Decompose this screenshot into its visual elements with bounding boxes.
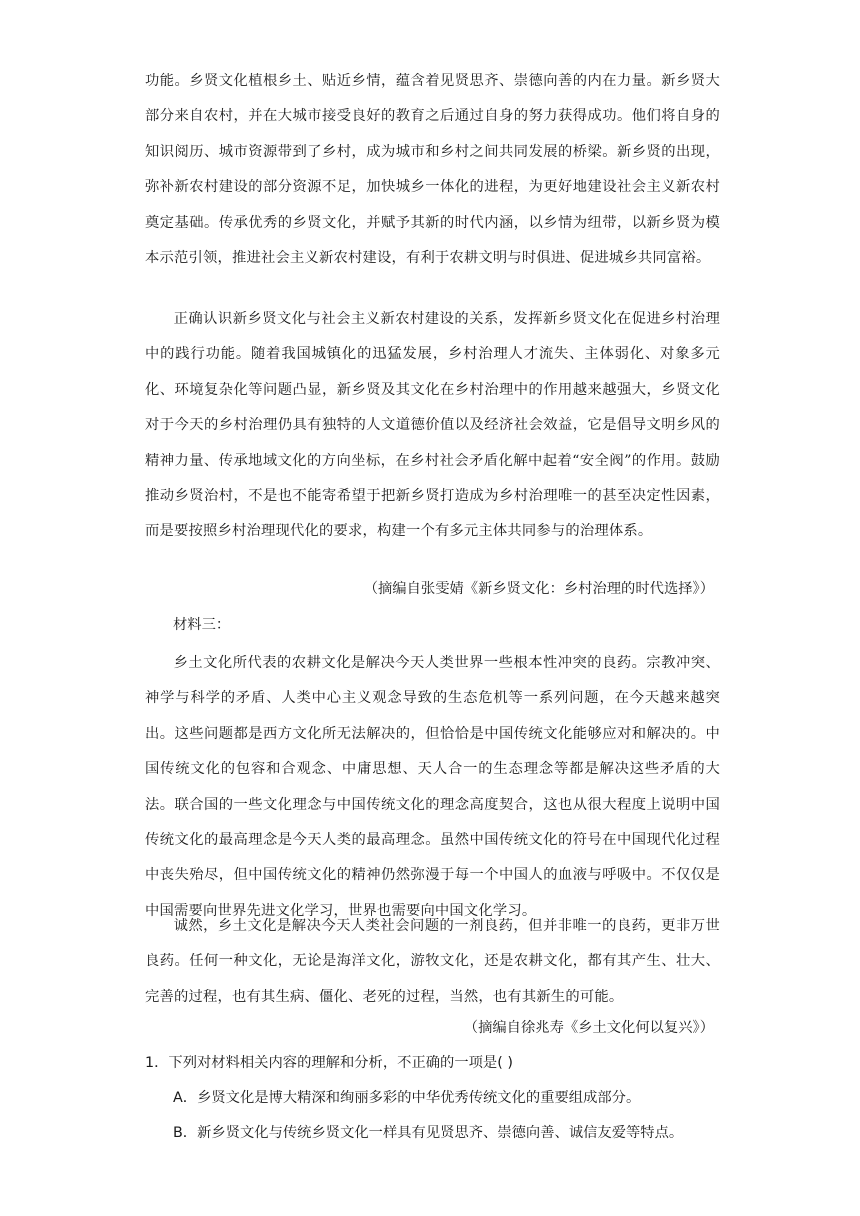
material-three-label: 材料三：	[173, 617, 231, 633]
source-citation-xu: （摘编自徐兆寿《乡土文化何以复兴》）	[463, 1020, 714, 1036]
paragraph-farming-culture: 乡土文化所代表的农耕文化是解决今天人类世界一些根本性冲突的良药。宗教冲突、神学与科学的矛盾、人类中心主义观念导致的生态危机等一系列问题，在今天越来越突出。这些问题都是西方文化所无法解决的，但恰恰是中国传统文化能够应对和解决的。中国传统文化的包容和合观念、中庸思想、天人合一的生态理念等都是解决这些矛盾的大法。联合国的一些文化理念与中国传统文化的理念高度契合，这也从很大程度上说明中国传统文化的最高理念是今天人类的最高理念。虽然中国传统文化的符号在中国现代化过程中丧失殆尽，但中国传统文化的精神仍然弥漫于每一个中国人的血液与呼吸中。不仅仅是中国需要向世界先进文化学习，世界也需要向中国文化学习。	[145, 655, 720, 919]
paragraph-not-only-remedy: 诚然，乡土文化是解决今天人类社会问题的一剂良药，但并非唯一的良药，更非万世良药。任何一种文化，无论是海洋文化，游牧文化，还是农耕文化，都有其产生、壮大、完善的过程，也有其生病、僵化、老死的过程，当然，也有其新生的可能。	[145, 918, 720, 1005]
paragraph-xiangxian-function: 功能。乡贤文化植根乡土、贴近乡情，蕴含着见贤思齐、崇德向善的内在力量。新乡贤大部分来自农村，并在大城市接受良好的教育之后通过自身的努力获得成功。他们将自身的知识阅历、城市资源带到了乡村，成为城市和乡村之间共同发展的桥梁。新乡贤的出现，弥补新农村建设的部分资源不足，加快城乡一体化的进程，为更好地建设社会主义新农村奠定基础。传承优秀的乡贤文化，并赋予其新的时代内涵，以乡情为纽带，以新乡贤为模本示范引领，推进社会主义新农村建设，有利于农耕文明与时俱进、促进城乡共同富裕。	[145, 73, 720, 267]
option-a: A．乡贤文化是博大精深和绚丽多彩的中华优秀传统文化的重要组成部分。	[173, 1090, 641, 1106]
source-citation-zhang: （摘编自张雯婧《新乡贤文化：乡村治理的时代选择》）	[363, 581, 714, 597]
paragraph-governance: 正确认识新乡贤文化与社会主义新农村建设的关系，发挥新乡贤文化在促进乡村治理中的践行功能。随着我国城镇化的迅猛发展，乡村治理人才流失、主体弱化、对象多元化、环境复杂化等问题凸显，新乡贤及其文化在乡村治理中的作用越来越强大，乡贤文化对于今天的乡村治理仍具有独特的人文道德价值以及经济社会效益，它是倡导文明乡风的精神力量、传承地域文化的方向坐标，在乡村社会矛盾化解中起着“安全阀”的作用。鼓励推动乡贤治村，不是也不能寄希望于把新乡贤打造成为乡村治理唯一的甚至决定性因素，而是要按照乡村治理现代化的要求，构建一个有多元主体共同参与的治理体系。	[145, 311, 720, 540]
option-b: B．新乡贤文化与传统乡贤文化一样具有见贤思齐、崇德向善、诚信友爱等特点。	[173, 1125, 684, 1141]
question-stem: 1．下列对材料相关内容的理解和分析，不正确的一项是( )	[145, 1055, 513, 1071]
